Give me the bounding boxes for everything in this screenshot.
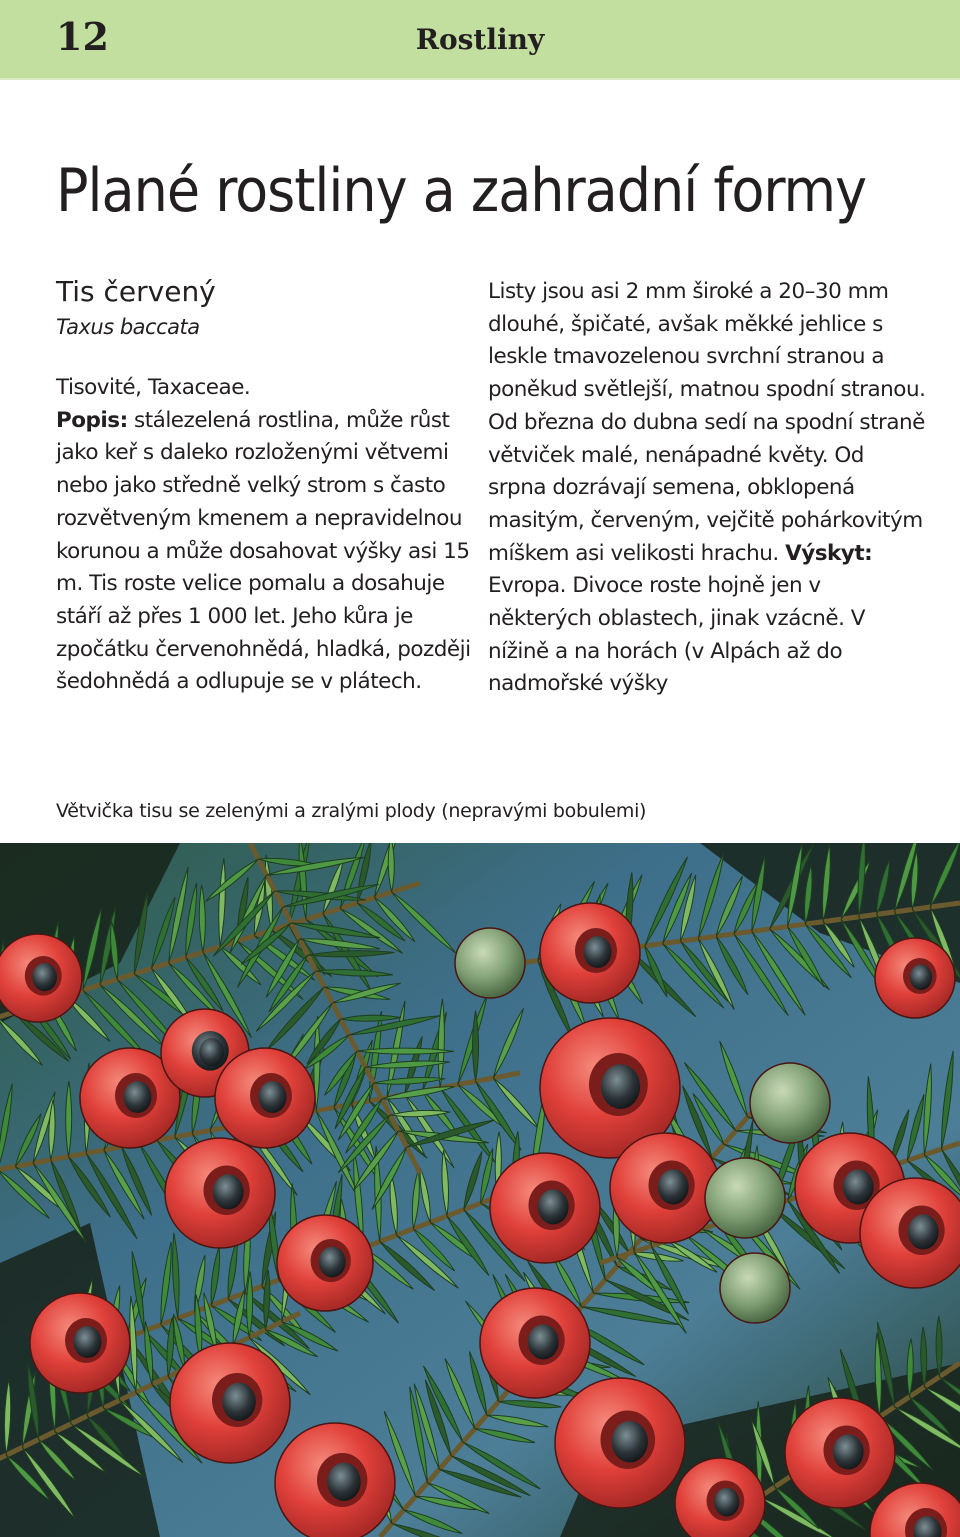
- yew-berries-photo: [0, 843, 960, 1537]
- vyskyt-text: Evropa. Divoce roste hojně jen v některých oblastech, jinak vzácně. V nížině a na horách (v Alpách až do nadmořské výšky: [488, 573, 865, 697]
- section-title: Rostliny: [415, 23, 545, 56]
- popis-text: stálezelená rostlina, může růst jako keř s daleko rozloženými větvemi nebo jako středně velký strom s často rozvětveným kmenem a nepravidelnou korunou a může dosahovat výšky asi 15 m. Tis roste velice pomalu a dosahuje stáří až přes 1 000 let. Jeho kůra je zpočátku červenohnědá, hladká, později šedohnědá a odlupuje se v plátech.: [56, 407, 471, 695]
- species-family: Tisovité, Taxaceae.: [56, 375, 251, 400]
- species-description: [56, 372, 476, 699]
- page-title: Plané rostliny a zahradní formy: [56, 156, 867, 226]
- description-continuation: Listy jsou asi 2 mm široké a 20–30 mm dlouhé, špičaté, avšak měkké jehlice s leskle tmavozelenou svrchní stranou a poněkud světlejší, matnou spodní stranou. Od března do dubna sedí na spodní straně větviček malé, nenápadné květy. Od srpna dozrávají semena, obklopená masitým, červeným, vejčitě pohárkovitým míškem asi velikosti hrachu.: [488, 279, 926, 566]
- popis-label: Popis:: [56, 407, 128, 433]
- species-latin-name: Taxus baccata: [56, 315, 200, 339]
- species-common-name: Tis červený: [56, 275, 216, 308]
- vyskyt-label: Výskyt:: [785, 540, 873, 566]
- page-number: 12: [56, 14, 109, 59]
- yew-branch-illustration: [0, 843, 960, 1537]
- page-header: [0, 0, 960, 80]
- left-column: [56, 272, 476, 699]
- photo-caption: Větvička tisu se zelenými a zralými plody (nepravými bobulemi): [56, 800, 647, 822]
- right-column: [488, 276, 928, 701]
